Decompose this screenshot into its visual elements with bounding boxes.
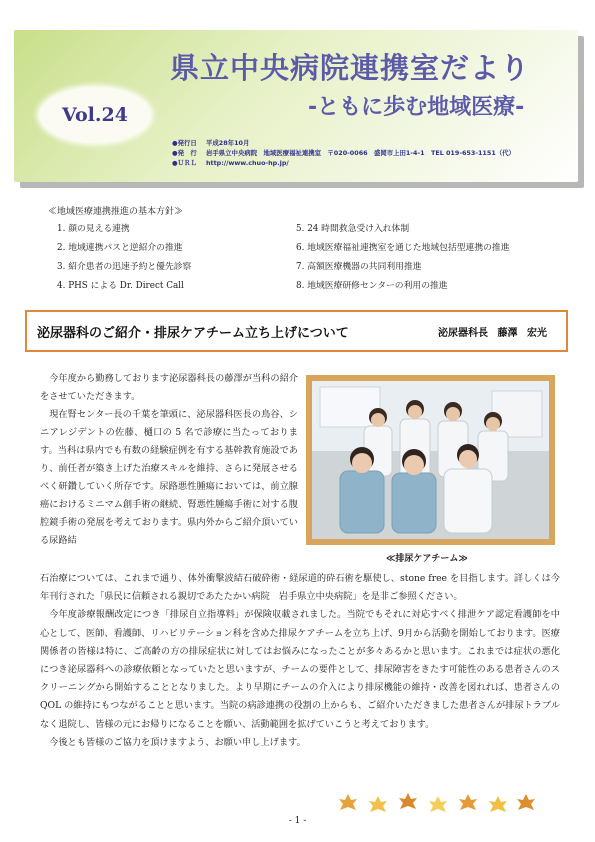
publication-date-row: [172, 138, 515, 148]
article-title: 泌尿器科のご紹介・排尿ケアチーム立ち上げについて: [37, 326, 349, 341]
publisher-label: ●発 行: [172, 149, 197, 157]
volume-number: Vol.24: [62, 104, 128, 126]
article-author: 泌尿器科長 藤澤 宏光: [438, 328, 547, 339]
article-body-narrow: [40, 370, 298, 550]
article-paragraph: 今年度から勤務しております泌尿器科長の藤澤が当科の紹介をさせていただきます。: [40, 373, 298, 402]
newsletter-subtitle: -ともに歩む地域医療-: [308, 95, 525, 120]
team-photo-illustration: [312, 381, 549, 539]
volume-badge: [40, 88, 150, 142]
policy-item: 3. 紹介患者の迅速予約と優先診察: [57, 262, 192, 272]
policy-item: 7. 高額医療機器の共同利用推進: [296, 262, 422, 272]
maple-leaf-icon: [339, 793, 535, 812]
article-paragraph: 今後とも皆様のご協力を頂けますよう、お願い申し上げます。: [49, 736, 306, 748]
policy-list-right: [296, 223, 510, 299]
policy-item: 8. 地域医療研修センターの利用の推進: [296, 281, 448, 291]
policy-item: 4. PHS による Dr. Direct Call: [57, 281, 184, 291]
publisher-value: 岩手県立中央病院 地域医療福祉連携室 〒020-0066 盛岡市上田1-4-1 TEL 019-653-1151（代）: [206, 149, 515, 157]
photo-caption: ≪排尿ケアチーム≫: [386, 554, 468, 564]
policy-item: 2. 地域連携パスと逆紹介の推進: [57, 243, 183, 253]
policy-item: 5. 24 時間救急受け入れ体制: [296, 224, 410, 234]
url-row: [172, 158, 515, 168]
publisher-row: [172, 148, 515, 158]
article-paragraph: 今年度診療報酬改定につき「排尿自立指導料」が保険収載されました。当院でもそれに対応すべく排泄ケア認定看護師を中心として、医師、看護師、リハビリテーション科を含めた排尿ケアチームを立ち上げ、9月から活動を開始しております。医療関係者の皆様は特に、ご高齢の方の排尿症状に対してはお悩みになったことが多々あるかと思います。これまでは症状の悪化につき泌尿器科への診療依頼となっていたと思いますが、チームの要件として、排尿障害をきたす可能性のある患者さんのスクリーニングから開始することとなりました。より早期にチームの介入により排尿機能の維持・改善を図れれば、患者さんの QOL の維持にもつながることと思います。当院の病診連携の役割の上からも、ご紹介いただきました患者さんが排尿トラブルなく退院し、皆様の元にお帰りになることを願い、活動範囲を拡げていこうと考えております。: [40, 609, 560, 730]
url-label: ●ＵＲＬ: [172, 159, 197, 167]
url-link[interactable]: http://www.chuo-hp.jp/: [206, 159, 289, 167]
page-number: - 1 -: [288, 816, 307, 826]
article-paragraph-continued: 石治療については、これまで通り、体外衝撃波結石破砕術・経尿道的砕石術を駆使し、stone free を目指します。詳しくは今年刊行された「県民に信頼される親切であたたかい病院 岩手県立中央病院」を是非ご参照ください。: [40, 573, 560, 603]
article-heading-box: [25, 310, 568, 352]
article-body-wide: [40, 570, 560, 752]
policy-item: 1. 顔の見える連携: [57, 224, 130, 234]
autumn-leaves-decoration: [338, 790, 538, 814]
policy-heading: ≪地域医療連携推進の基本方針≫: [48, 207, 184, 217]
article-paragraph: 現在腎センター長の千葉を筆頭に、泌尿器科医長の鳥谷、シニアレジデントの佐藤、樋口の 5 名で診療に当たっております。当科は県内でも有数の経験症例を有する基幹教育施設であり、前任者が築き上げた治療スキルを維持、さらに発展させるべく研鑽していく所存です。尿路悪性腫瘍においては、前立腺癌におけるミニマム創手術の継続、腎悪性腫瘍手術に対する腹腔鏡手術の発展を考えております。県内外からご紹介頂いている尿路結: [40, 409, 298, 546]
publication-date-label: ●発行日: [172, 139, 197, 147]
publication-info: [172, 138, 515, 168]
publication-date-value: 平成28年10月: [206, 139, 250, 147]
policy-list-left: [57, 223, 191, 299]
team-photo: [312, 381, 549, 539]
team-photo-frame: [306, 375, 555, 545]
policy-item: 6. 地域医療福祉連携室を通じた地域包括型連携の推進: [296, 243, 510, 253]
newsletter-title: 県立中央病院連携室だより: [170, 51, 531, 85]
